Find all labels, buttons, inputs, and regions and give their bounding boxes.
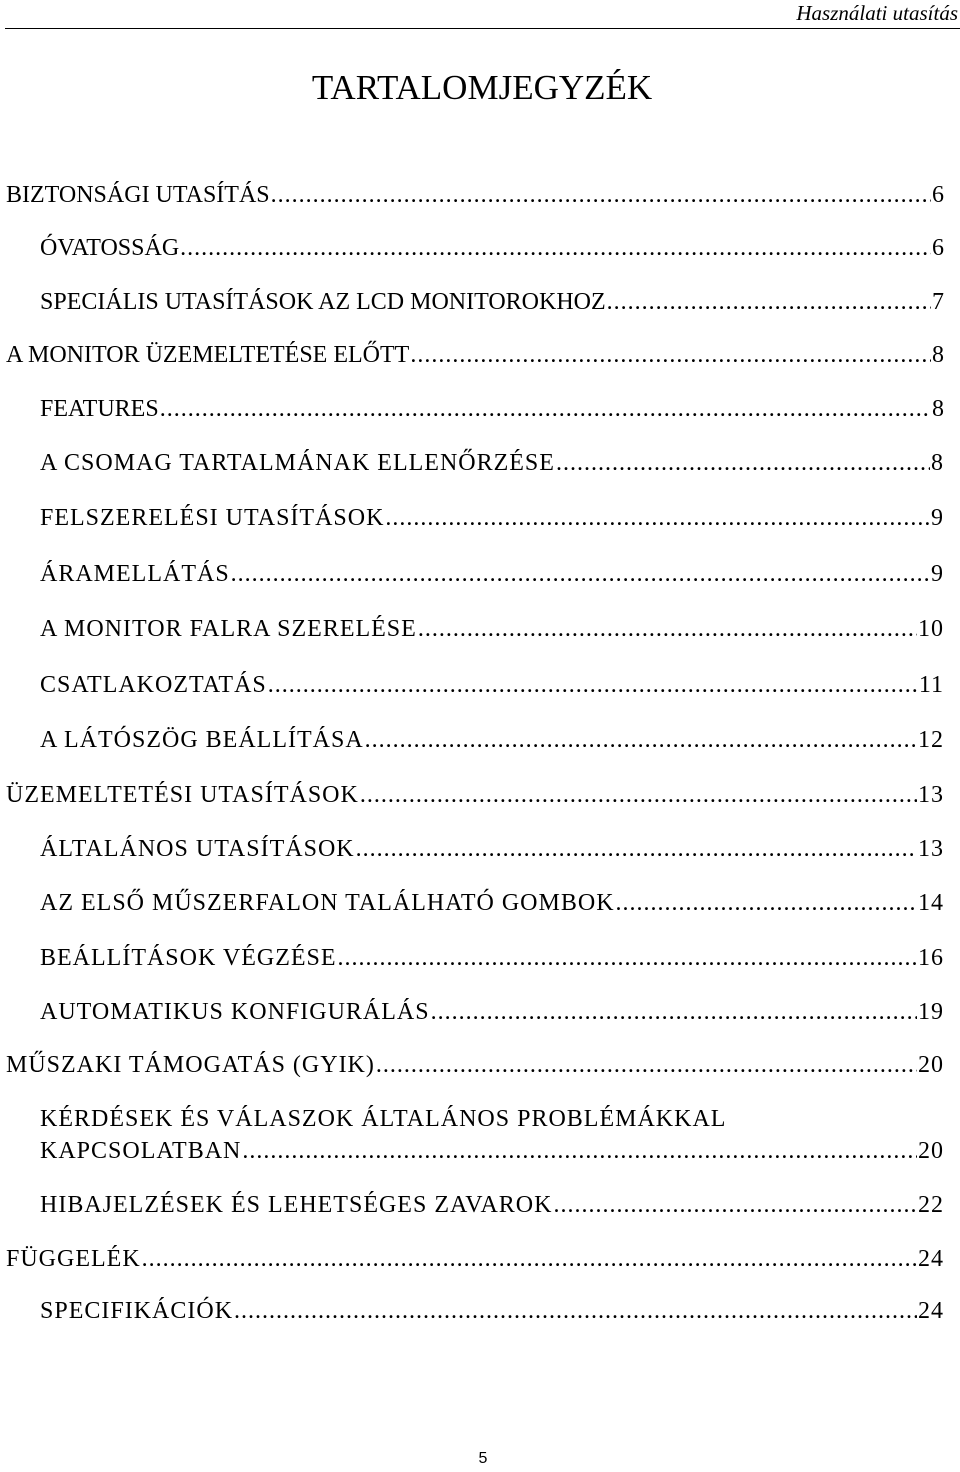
toc-dot-leader: [234, 1296, 917, 1326]
toc-entry-label: ÓVATOSSÁG: [40, 235, 180, 261]
running-header-title: Használati utasítás: [796, 1, 958, 25]
toc-dot-leader: [268, 670, 918, 700]
toc-entry-page: 22: [918, 1192, 944, 1218]
toc-entry-page: 19: [918, 999, 944, 1025]
toc-dot-leader: [356, 834, 917, 864]
toc-entry-page: 9: [931, 505, 944, 531]
toc-entry-page: 6: [932, 182, 944, 208]
toc-entry-label: A MONITOR FALRA SZERELÉSE: [40, 616, 417, 642]
toc-entry-label: AZ ELSŐ MŰSZERFALON TALÁLHATÓ GOMBOK: [40, 890, 615, 916]
toc-entry-label: FEATURES: [40, 396, 159, 422]
toc-dot-leader: [376, 1050, 917, 1080]
toc-entry-page: 12: [918, 727, 944, 753]
toc-entry-page: 10: [918, 616, 944, 642]
toc-entry-label: FÜGGELÉK: [6, 1246, 141, 1272]
toc-dot-leader: [616, 888, 917, 918]
toc-entry-page: 16: [918, 945, 944, 971]
toc-dot-leader: [607, 287, 931, 317]
toc-entry-label: A LÁTÓSZÖG BEÁLLÍTÁSA: [40, 727, 364, 753]
toc-entry-label: BIZTONSÁGI UTASÍTÁS: [6, 182, 270, 208]
toc-dot-leader: [231, 559, 930, 589]
toc-entry-label: FELSZERELÉSI UTASÍTÁSOK: [40, 505, 385, 531]
toc-dot-leader: [365, 725, 917, 755]
toc-dot-leader: [160, 394, 931, 424]
toc-dot-leader: [271, 180, 931, 210]
toc-entry-label: ÁLTALÁNOS UTASÍTÁSOK: [40, 836, 355, 862]
toc-dot-leader: [431, 997, 917, 1027]
toc-dot-leader: [418, 614, 917, 644]
toc-entry-page: 13: [918, 782, 944, 808]
toc-entry-label: ÁRAMELLÁTÁS: [40, 561, 230, 587]
toc-entry-page: 8: [932, 342, 944, 368]
toc-entry-label: A MONITOR ÜZEMELTETÉSE ELŐTT: [6, 342, 410, 368]
toc-entry-page: 8: [931, 450, 944, 476]
toc-entry-page: 9: [931, 561, 944, 587]
toc-dot-leader: [385, 503, 930, 533]
toc-entry-label: AUTOMATIKUS KONFIGURÁLÁS: [40, 999, 430, 1025]
toc-entry-page: 13: [918, 836, 944, 862]
toc-entry-label: SPECIÁLIS UTASÍTÁSOK AZ LCD MONITOROKHOZ: [40, 289, 606, 315]
toc-entry-page: 20: [918, 1138, 944, 1164]
toc-dot-leader: [180, 233, 931, 263]
toc-entry-label: CSATLAKOZTATÁS: [40, 672, 267, 698]
toc-entry-page: 6: [932, 235, 944, 261]
toc-entry-label: A CSOMAG TARTALMÁNAK ELLENŐRZÉSE: [40, 450, 555, 476]
page-number: 5: [478, 1450, 488, 1467]
toc-entry-label-line1: KÉRDÉSEK ÉS VÁLASZOK ÁLTALÁNOS PROBLÉMÁKKAL: [40, 1106, 727, 1132]
toc-dot-leader: [242, 1136, 917, 1166]
toc-dot-leader: [360, 780, 917, 810]
toc-dot-leader: [553, 1190, 917, 1220]
toc-dot-leader: [410, 340, 931, 370]
toc-entry-label: BEÁLLÍTÁSOK VÉGZÉSE: [40, 945, 337, 971]
toc-entry-page: 14: [918, 890, 944, 916]
toc-entry-page: 8: [932, 396, 944, 422]
toc-dot-leader: [556, 448, 930, 478]
page-title: TARTALOMJEGYZÉK: [311, 68, 653, 107]
toc-entry-page: 7: [932, 289, 944, 315]
toc-entry-label: ÜZEMELTETÉSI UTASÍTÁSOK: [6, 782, 359, 808]
toc-entry-page: 24: [918, 1246, 944, 1272]
toc-entry-label: SPECIFIKÁCIÓK: [40, 1298, 234, 1324]
toc-entry-page: 11: [918, 672, 944, 698]
toc-entry-label: HIBAJELZÉSEK ÉS LEHETSÉGES ZAVAROK: [40, 1192, 553, 1218]
toc-entry-label: KAPCSOLATBAN: [40, 1138, 242, 1164]
toc-entry-page: 24: [918, 1298, 944, 1324]
toc-entry-label: MŰSZAKI TÁMOGATÁS (GYIK): [6, 1052, 375, 1078]
toc-dot-leader: [142, 1244, 917, 1274]
toc-entry-page: 20: [918, 1052, 944, 1078]
toc-dot-leader: [338, 943, 917, 973]
